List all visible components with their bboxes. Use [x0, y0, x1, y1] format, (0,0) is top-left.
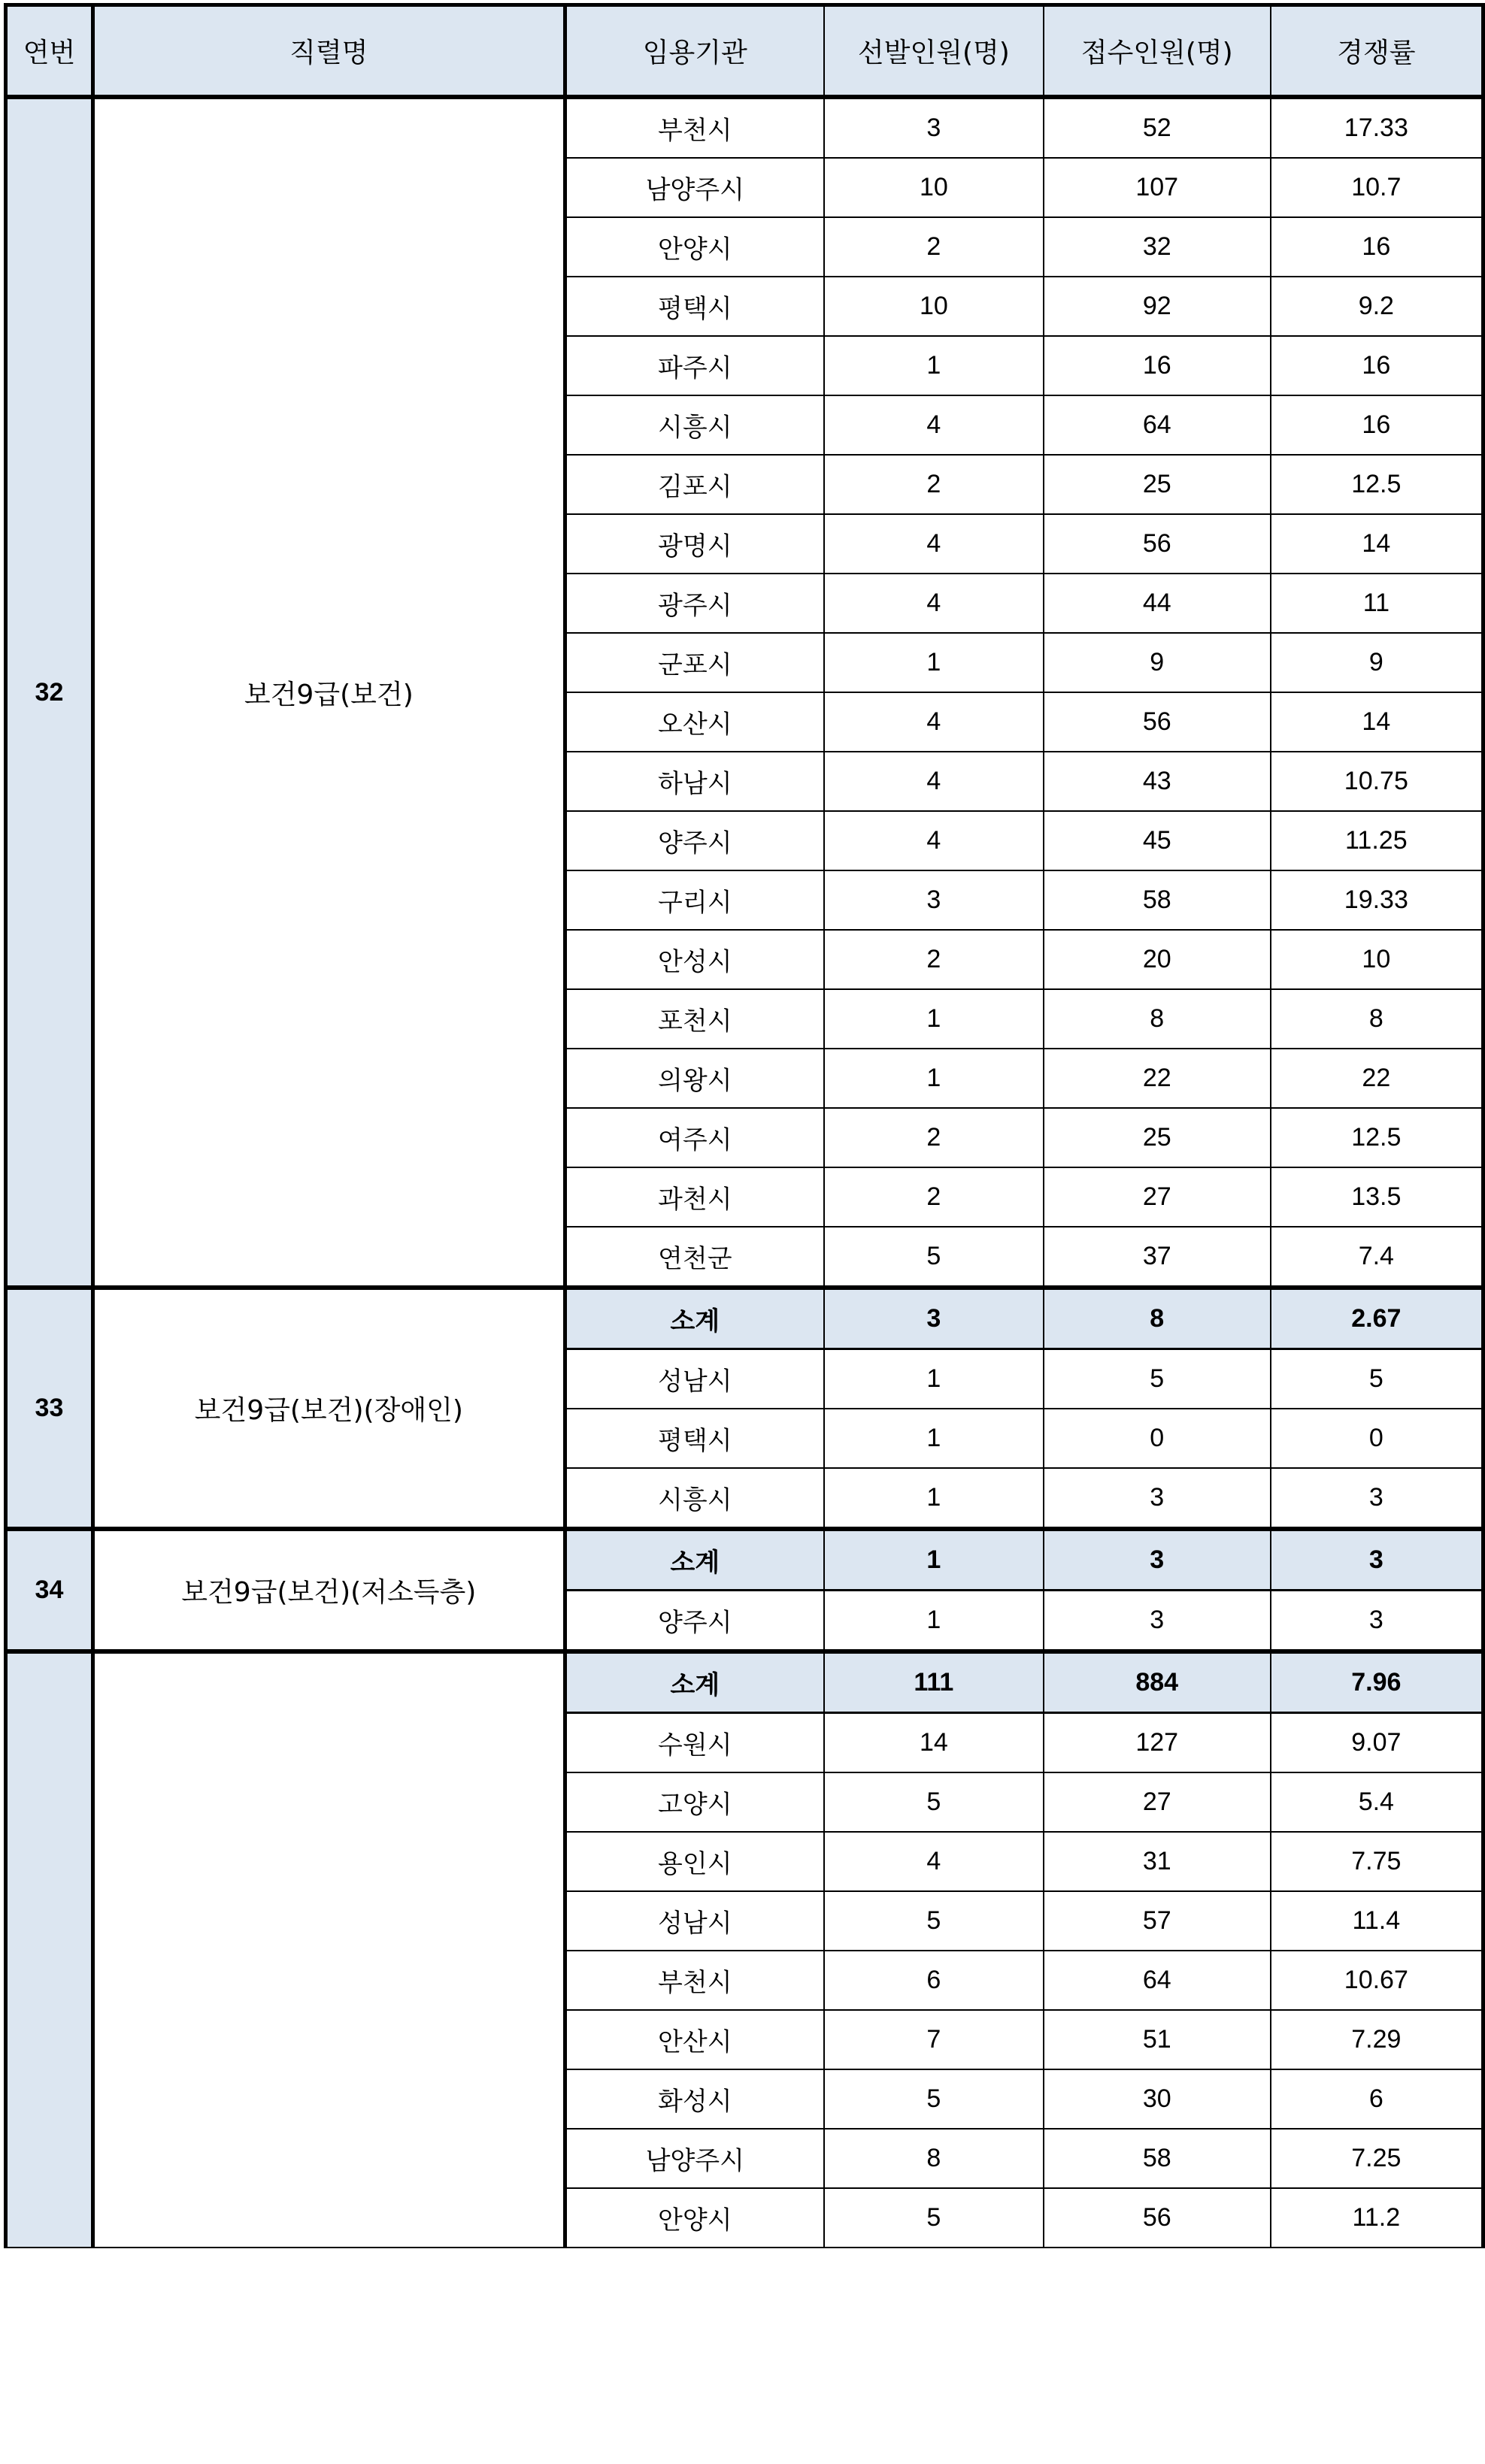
applied-cell: 52 [1044, 97, 1271, 158]
ratio-cell: 7.96 [1271, 1651, 1483, 1713]
recruitment-table [4, 3, 1485, 2248]
ratio-cell: 0 [1271, 1409, 1483, 1468]
ratio-cell: 13.5 [1271, 1167, 1483, 1227]
ratio-cell: 16 [1271, 395, 1483, 455]
applied-cell: 56 [1044, 514, 1271, 574]
ratio-cell: 3 [1271, 1591, 1483, 1652]
header-applied: 접수인원(명) [1044, 5, 1271, 98]
group-title: 보건9급(보건)(저소득층) [92, 1529, 565, 1651]
applied-cell: 58 [1044, 870, 1271, 930]
selected-cell: 7 [824, 2010, 1044, 2069]
org-cell: 과천시 [565, 1167, 824, 1227]
org-cell: 광명시 [565, 514, 824, 574]
ratio-cell: 19.33 [1271, 870, 1483, 930]
org-cell: 남양주시 [565, 2129, 824, 2188]
org-cell: 안산시 [565, 2010, 824, 2069]
selected-cell: 5 [824, 1772, 1044, 1832]
ratio-cell: 17.33 [1271, 97, 1483, 158]
selected-cell: 4 [824, 395, 1044, 455]
org-cell: 부천시 [565, 1951, 824, 2010]
selected-cell: 4 [824, 574, 1044, 633]
ratio-cell: 11.2 [1271, 2188, 1483, 2248]
applied-cell: 64 [1044, 395, 1271, 455]
table-row [6, 97, 1483, 158]
header-seq: 연번 [6, 5, 93, 98]
org-cell: 양주시 [565, 811, 824, 870]
org-cell: 성남시 [565, 1891, 824, 1951]
org-cell: 소계 [565, 1651, 824, 1713]
selected-cell: 2 [824, 1108, 1044, 1167]
org-cell: 고양시 [565, 1772, 824, 1832]
org-cell: 연천군 [565, 1227, 824, 1288]
ratio-cell: 3 [1271, 1468, 1483, 1529]
selected-cell: 1 [824, 1529, 1044, 1591]
applied-cell: 0 [1044, 1409, 1271, 1468]
org-cell: 오산시 [565, 692, 824, 752]
org-cell: 부천시 [565, 97, 824, 158]
selected-cell: 5 [824, 2069, 1044, 2129]
header-title: 직렬명 [92, 5, 565, 98]
org-cell: 군포시 [565, 633, 824, 692]
selected-cell: 1 [824, 1049, 1044, 1108]
header-row [6, 5, 1483, 98]
org-cell: 구리시 [565, 870, 824, 930]
org-cell: 남양주시 [565, 158, 824, 217]
ratio-cell: 3 [1271, 1529, 1483, 1591]
selected-cell: 4 [824, 692, 1044, 752]
org-cell: 용인시 [565, 1832, 824, 1891]
applied-cell: 44 [1044, 574, 1271, 633]
applied-cell: 64 [1044, 1951, 1271, 2010]
header-ratio: 경쟁률 [1271, 5, 1483, 98]
group-seq: 34 [6, 1529, 93, 1651]
selected-cell: 8 [824, 2129, 1044, 2188]
ratio-cell: 9.2 [1271, 277, 1483, 336]
selected-cell: 2 [824, 217, 1044, 277]
ratio-cell: 11 [1271, 574, 1483, 633]
ratio-cell: 10.7 [1271, 158, 1483, 217]
selected-cell: 3 [824, 870, 1044, 930]
group-title: 보건9급(보건)(장애인) [92, 1288, 565, 1529]
applied-cell: 57 [1044, 1891, 1271, 1951]
ratio-cell: 9 [1271, 633, 1483, 692]
group-seq: 33 [6, 1288, 93, 1529]
applied-cell: 5 [1044, 1349, 1271, 1409]
ratio-cell: 8 [1271, 989, 1483, 1049]
applied-cell: 92 [1044, 277, 1271, 336]
ratio-cell: 6 [1271, 2069, 1483, 2129]
selected-cell: 1 [824, 336, 1044, 395]
ratio-cell: 10.75 [1271, 752, 1483, 811]
group-title [92, 1651, 565, 2248]
header-org: 임용기관 [565, 5, 824, 98]
org-cell: 시흥시 [565, 395, 824, 455]
selected-cell: 2 [824, 455, 1044, 514]
ratio-cell: 7.4 [1271, 1227, 1483, 1288]
applied-cell: 8 [1044, 1288, 1271, 1349]
org-cell: 화성시 [565, 2069, 824, 2129]
selected-cell: 6 [824, 1951, 1044, 2010]
org-cell: 김포시 [565, 455, 824, 514]
ratio-cell: 5 [1271, 1349, 1483, 1409]
header-selected: 선발인원(명) [824, 5, 1044, 98]
applied-cell: 58 [1044, 2129, 1271, 2188]
applied-cell: 9 [1044, 633, 1271, 692]
ratio-cell: 16 [1271, 217, 1483, 277]
applied-cell: 3 [1044, 1468, 1271, 1529]
org-cell: 소계 [565, 1288, 824, 1349]
selected-cell: 111 [824, 1651, 1044, 1713]
selected-cell: 14 [824, 1713, 1044, 1773]
org-cell: 양주시 [565, 1591, 824, 1652]
applied-cell: 37 [1044, 1227, 1271, 1288]
org-cell: 평택시 [565, 277, 824, 336]
selected-cell: 5 [824, 1891, 1044, 1951]
ratio-cell: 10 [1271, 930, 1483, 989]
org-cell: 안성시 [565, 930, 824, 989]
org-cell: 파주시 [565, 336, 824, 395]
selected-cell: 5 [824, 1227, 1044, 1288]
org-cell: 포천시 [565, 989, 824, 1049]
ratio-cell: 11.4 [1271, 1891, 1483, 1951]
applied-cell: 3 [1044, 1529, 1271, 1591]
selected-cell: 1 [824, 1349, 1044, 1409]
selected-cell: 2 [824, 1167, 1044, 1227]
ratio-cell: 12.5 [1271, 1108, 1483, 1167]
org-cell: 하남시 [565, 752, 824, 811]
applied-cell: 884 [1044, 1651, 1271, 1713]
selected-cell: 3 [824, 97, 1044, 158]
applied-cell: 127 [1044, 1713, 1271, 1773]
selected-cell: 2 [824, 930, 1044, 989]
selected-cell: 3 [824, 1288, 1044, 1349]
applied-cell: 32 [1044, 217, 1271, 277]
applied-cell: 27 [1044, 1167, 1271, 1227]
selected-cell: 4 [824, 752, 1044, 811]
applied-cell: 51 [1044, 2010, 1271, 2069]
subtotal-row [6, 1529, 1483, 1591]
subtotal-row [6, 1288, 1483, 1349]
applied-cell: 45 [1044, 811, 1271, 870]
selected-cell: 1 [824, 633, 1044, 692]
org-cell: 안양시 [565, 2188, 824, 2248]
selected-cell: 1 [824, 1468, 1044, 1529]
org-cell: 광주시 [565, 574, 824, 633]
ratio-cell: 16 [1271, 336, 1483, 395]
selected-cell: 10 [824, 158, 1044, 217]
org-cell: 시흥시 [565, 1468, 824, 1529]
org-cell: 소계 [565, 1529, 824, 1591]
selected-cell: 4 [824, 811, 1044, 870]
selected-cell: 1 [824, 1591, 1044, 1652]
applied-cell: 27 [1044, 1772, 1271, 1832]
org-cell: 성남시 [565, 1349, 824, 1409]
applied-cell: 25 [1044, 455, 1271, 514]
group-seq [6, 1651, 93, 2248]
ratio-cell: 9.07 [1271, 1713, 1483, 1773]
ratio-cell: 7.25 [1271, 2129, 1483, 2188]
ratio-cell: 14 [1271, 514, 1483, 574]
selected-cell: 10 [824, 277, 1044, 336]
applied-cell: 8 [1044, 989, 1271, 1049]
org-cell: 수원시 [565, 1713, 824, 1773]
ratio-cell: 14 [1271, 692, 1483, 752]
applied-cell: 107 [1044, 158, 1271, 217]
applied-cell: 25 [1044, 1108, 1271, 1167]
selected-cell: 5 [824, 2188, 1044, 2248]
org-cell: 안양시 [565, 217, 824, 277]
group-seq: 32 [6, 97, 93, 1288]
applied-cell: 3 [1044, 1591, 1271, 1652]
applied-cell: 31 [1044, 1832, 1271, 1891]
ratio-cell: 11.25 [1271, 811, 1483, 870]
org-cell: 여주시 [565, 1108, 824, 1167]
ratio-cell: 22 [1271, 1049, 1483, 1108]
org-cell: 평택시 [565, 1409, 824, 1468]
table-body [6, 97, 1483, 2248]
selected-cell: 1 [824, 989, 1044, 1049]
ratio-cell: 12.5 [1271, 455, 1483, 514]
ratio-cell: 10.67 [1271, 1951, 1483, 2010]
applied-cell: 20 [1044, 930, 1271, 989]
applied-cell: 30 [1044, 2069, 1271, 2129]
applied-cell: 22 [1044, 1049, 1271, 1108]
ratio-cell: 2.67 [1271, 1288, 1483, 1349]
selected-cell: 1 [824, 1409, 1044, 1468]
selected-cell: 4 [824, 514, 1044, 574]
applied-cell: 56 [1044, 692, 1271, 752]
ratio-cell: 7.29 [1271, 2010, 1483, 2069]
applied-cell: 16 [1044, 336, 1271, 395]
ratio-cell: 5.4 [1271, 1772, 1483, 1832]
applied-cell: 56 [1044, 2188, 1271, 2248]
applied-cell: 43 [1044, 752, 1271, 811]
org-cell: 의왕시 [565, 1049, 824, 1108]
subtotal-row [6, 1651, 1483, 1713]
ratio-cell: 7.75 [1271, 1832, 1483, 1891]
group-title: 보건9급(보건) [92, 97, 565, 1288]
selected-cell: 4 [824, 1832, 1044, 1891]
